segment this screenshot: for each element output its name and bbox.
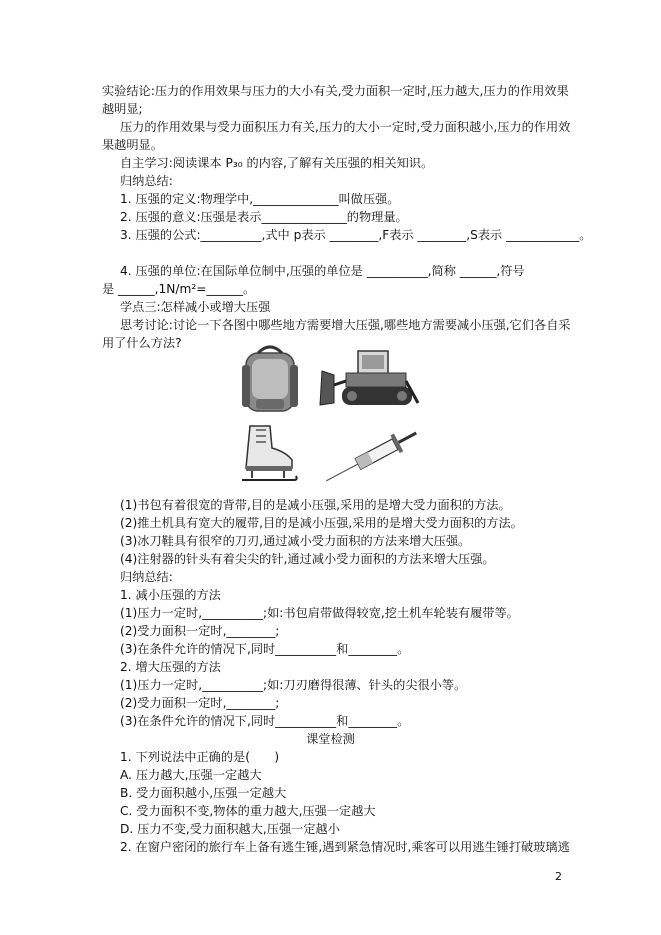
reduce-pressure-3: (3)在条件允许的情况下,同时__________和________。 <box>120 642 410 656</box>
classroom-test-heading: 课堂检测 <box>306 732 355 746</box>
method-1: (1)书包有着很宽的背带,目的是减小压强,采用的是增大受力面积的方法。 <box>120 498 511 512</box>
increase-pressure-3: (3)在条件允许的情况下,同时__________和________。 <box>120 714 410 728</box>
reduce-pressure-2: (2)受力面积一定时,________; <box>120 624 280 638</box>
pressure-unit: 4. 压强的单位:在国际单位制中,压强的单位是 __________,简称 ______,符号 <box>120 264 525 278</box>
option-a: A. 压力越大,压强一定越大 <box>120 768 262 782</box>
reduce-pressure-1: (1)压力一定时,__________;如:书包肩带做得较宽,挖土机车轮装有履带等。 <box>120 606 519 620</box>
conclusion-line-2: 越明显; <box>102 102 143 116</box>
self-study-line: 自主学习:阅读课本 P₃₀ 的内容,了解有关压强的相关知识。 <box>120 156 434 170</box>
summary-heading-2: 归纳总结: <box>120 570 173 584</box>
discussion-line-1: 思考讨论:讨论一下各图中哪些地方需要增大压强,哪些地方需要减小压强,它们各自采 <box>120 318 571 332</box>
option-c: C. 受力面积不变,物体的重力越大,压强一定越大 <box>120 804 376 818</box>
option-b: B. 受力面积越小,压强一定越大 <box>120 786 287 800</box>
method-2: (2)推土机具有宽大的履带,目的是减小压强,采用的是增大受力面积的方法。 <box>120 516 523 530</box>
conclusion-line-3: 压力的作用效果与受力面积压力有关,压力的大小一定时,受力面积越小,压力的作用效 <box>120 120 571 134</box>
increase-pressure-2: (2)受力面积一定时,________; <box>120 696 280 710</box>
increase-pressure-1: (1)压力一定时,__________;如:刀刃磨得很薄、针头的尖很小等。 <box>120 678 467 692</box>
option-d: D. 压力不变,受力面积越大,压强一定越小 <box>120 822 340 836</box>
section-heading-3: 学点三:怎样减小或增大压强 <box>120 300 271 314</box>
method-3: (3)冰刀鞋具有很窄的刀刃,通过减小受力面积的方法来增大压强。 <box>120 534 471 548</box>
increase-pressure-heading: 2. 增大压强的方法 <box>120 660 221 674</box>
syringe-image <box>318 428 428 483</box>
question-1: 1. 下列说法中正确的是( ) <box>120 750 280 764</box>
pressure-meaning: 2. 压强的意义:压强是表示______________的物理量。 <box>120 210 408 224</box>
conclusion-line-4: 果越明显。 <box>102 138 163 152</box>
bulldozer-image <box>318 345 423 412</box>
method-4: (4)注射器的针头有着尖尖的针,通过减小受力面积的方法来增大压强。 <box>120 552 495 566</box>
page-number: 2 <box>555 870 562 883</box>
reduce-pressure-heading: 1. 减小压强的方法 <box>120 588 221 602</box>
question-2: 2. 在窗户密闭的旅行车上备有逃生锤,遇到紧急情况时,乘客可以用逃生锤打破玻璃逃 <box>120 840 570 854</box>
ice-skate-image <box>236 420 302 486</box>
pressure-unit-cont: 是 ______,1N/m²=______。 <box>102 282 256 296</box>
pressure-formula: 3. 压强的公式:__________,式中 p表示 ________,F表示 ________,S表示 ____________。 <box>120 228 592 242</box>
conclusion-line-1: 实验结论:压力的作用效果与压力的大小有关,受力面积一定时,压力越大,压力的作用效果 <box>102 84 569 98</box>
summary-heading: 归纳总结: <box>120 174 173 188</box>
pressure-definition: 1. 压强的定义:物理学中,______________叫做压强。 <box>120 192 400 206</box>
backpack-image <box>238 343 304 415</box>
discussion-line-2: 用了什么方法? <box>102 336 182 350</box>
